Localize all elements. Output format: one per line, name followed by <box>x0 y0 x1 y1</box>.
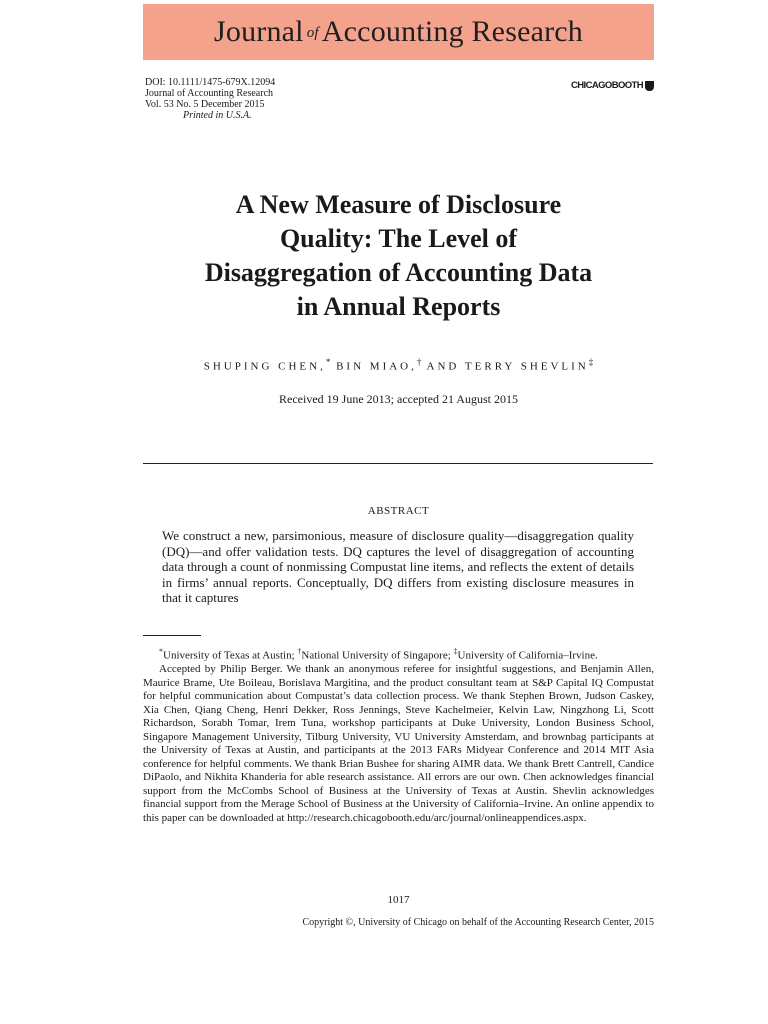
section-divider <box>143 463 653 464</box>
journal-name-part2: Accounting Research <box>321 15 583 48</box>
journal-name-of: of <box>306 24 319 41</box>
title-line: in Annual Reports <box>296 292 501 321</box>
title-line: Quality: The Level of <box>279 224 518 253</box>
author-footnote-mark: ‡ <box>588 357 594 367</box>
article-metadata <box>145 77 275 121</box>
footnotes <box>143 645 654 825</box>
author-footnote-mark: * <box>325 357 331 367</box>
affiliation: University of California–Irvine. <box>457 649 598 662</box>
author-name: BIN MIAO, <box>336 360 417 373</box>
title-line: A New Measure of Disclosure <box>235 190 562 219</box>
shield-icon <box>645 81 654 91</box>
abstract-heading: ABSTRACT <box>367 505 430 517</box>
author-name: SHUPING CHEN, <box>203 360 326 373</box>
journal-name-part1: Journal <box>214 15 304 48</box>
abstract-text: We construct a new, parsimonious, measure of disclosure quality—disaggregation quality (DQ)—and offer validation tests. DQ captures the level of disaggregation of accounting data through a count of nonmissing Compustat line items, and reflects the extent of details in firms’ annual reports. Conceptually, DQ differs from existing disclosure measures in that it captures <box>162 528 634 605</box>
doi: DOI: 10.1111/1475-679X.12094 <box>145 77 276 88</box>
author-name: AND TERRY SHEVLIN <box>426 360 589 373</box>
page-number: 1017 <box>387 894 410 906</box>
publisher-logo-text: CHICAGOBOOTH <box>571 80 643 91</box>
title-line: Disaggregation of Accounting Data <box>204 258 593 287</box>
author-list <box>143 357 654 373</box>
affiliation: National University of Singapore; <box>301 649 454 662</box>
footnote-mark: † <box>297 647 302 656</box>
author-footnote-mark: † <box>416 357 422 367</box>
printed-in: Printed in U.S.A. <box>183 110 252 121</box>
journal-line: Journal of Accounting Research <box>145 88 274 99</box>
publisher-logo <box>571 80 654 91</box>
affiliation: University of Texas at Austin; <box>163 649 298 662</box>
footnote-mark: ‡ <box>453 647 458 656</box>
journal-banner <box>143 4 654 60</box>
received-dates: Received 19 June 2013; accepted 21 August 2015 <box>279 392 518 406</box>
copyright-notice: Copyright ©, University of Chicago on behalf of the Accounting Research Center, 2015 <box>302 917 654 928</box>
article-title <box>143 188 654 324</box>
affiliations-footnote <box>143 645 654 663</box>
footnote-divider <box>143 635 201 636</box>
footnote-mark: * <box>159 647 163 656</box>
acknowledgment-footnote: Accepted by Philip Berger. We thank an anonymous referee for insightful suggestions, and Benjamin Allen, Maurice Brame, Ute Boileau, Borislava Margitina, and the product consultant team at S&P Capital IQ Compustat for helpful communication about Compustat’s data collection process. We thank Stephen Brown, Judson Caskey, Xia Chen, Qiang Cheng, Henri Dekker, Ross Jennings, Steve Kachelmeier, Kelvin Law, Ningzhong Li, Scott Richardson, Sorabh Tomar, Irem Tuna, workshop participants at Duke University, London Business School, Singapore Management University, Tilburg University, VU University Amsterdam, and brownbag participants at the University of Texas at Austin, and participants at the 2013 FARs Midyear Conference and 2014 MIT Asia conference for helpful comments. We thank Brian Bushee for sharing AIMR data. We thank Brett Cantrell, Candice DiPaolo, and Nikhita Khanderia for able research assistance. All errors are our own. Chen acknowledges financial support from the McCombs School of Business at the University of Texas at Austin. Shevlin acknowledges financial support from the Merage School of Business at the University of California–Irvine. An online appendix to this paper can be downloaded at http://research.chicagobooth.edu/arc/journal/onlineappendices.aspx. <box>143 663 654 824</box>
volume-info: Vol. 53 No. 5 December 2015 <box>145 99 265 110</box>
